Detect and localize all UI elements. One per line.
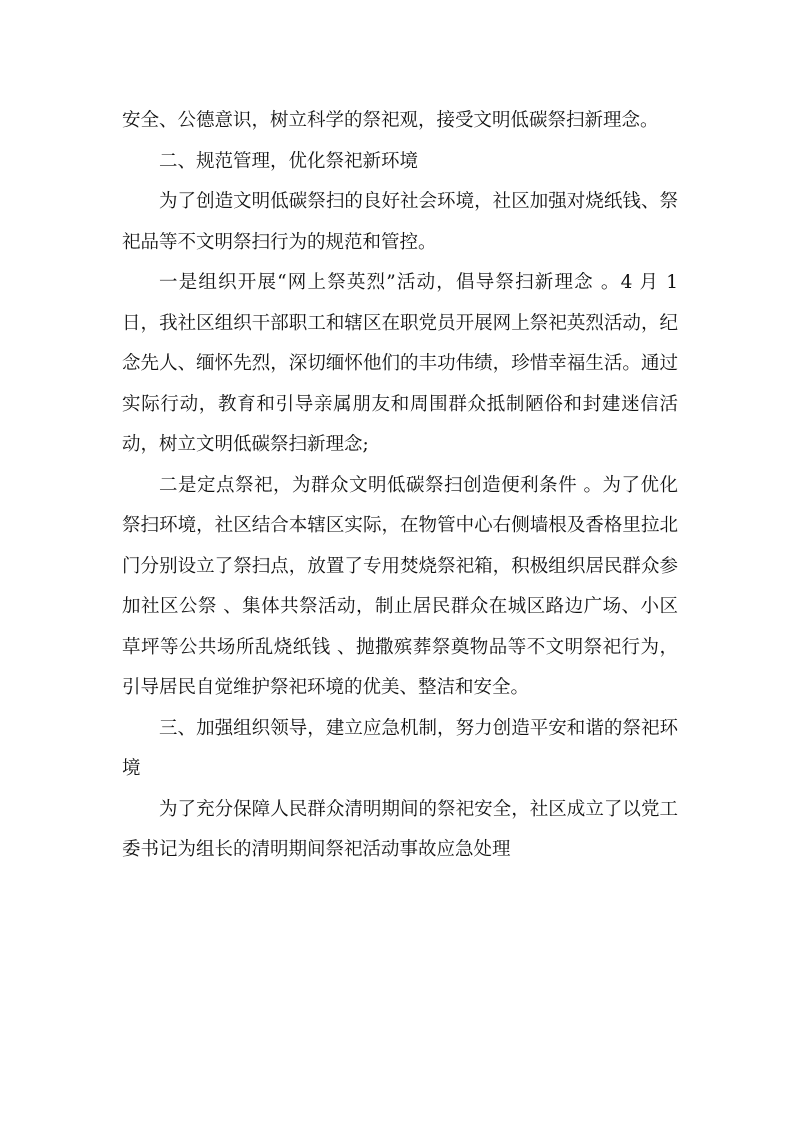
paragraph-safety-awareness: 安全、公德意识，树立科学的祭祀观，接受文明低碳祭扫新理念。 [122, 110, 659, 131]
paragraph-emergency-team: 为了充分保障人民群众清明期间的祭祀安全，社区成立了以党工委书记为组长的清明期间祭祀活动事故应急处理 [122, 798, 678, 860]
section-heading-3: 三、加强组织领导，建立应急机制，努力创造平安和谐的祭祀环境 [122, 717, 678, 779]
paragraph-designated-sites: 二是定点祭祀，为群众文明低碳祭扫创造便利条件 。为了优化祭扫环境，社区结合本辖区实际，在物管中心右侧墙根及香格里拉北门分别设立了祭扫点，放置了专用焚烧祭祀箱，积极组织居民群众参加社区公祭 、集体共祭活动，制止居民群众在城区路边广场、小区草坪等公共场所乱烧纸钱 、抛撒殡葬祭奠物品等不文明祭祀行为，引导居民自觉维护祭祀环境的优美、整洁和安全。 [122, 474, 678, 698]
document-body [122, 101, 678, 871]
paragraph-environment-intro: 为了创造文明低碳祭扫的良好社会环境，社区加强对烧纸钱、祭祀品等不文明祭扫行为的规范和管控。 [122, 191, 678, 253]
paragraph-online-memorial: 一是组织开展“网上祭英烈”活动，倡导祭扫新理念 。4 月 1 日，我社区组织干部职工和辖区在职党员开展网上祭祀英烈活动，纪念先人、缅怀先烈，深切缅怀他们的丰功伟绩，珍惜幸福生活。通过实际行动，教育和引导亲属朋友和周围群众抵制陋俗和封建迷信活动，树立文明低碳祭扫新理念; [122, 272, 678, 455]
section-heading-2: 二、规范管理，优化祭祀新环境 [159, 150, 419, 172]
